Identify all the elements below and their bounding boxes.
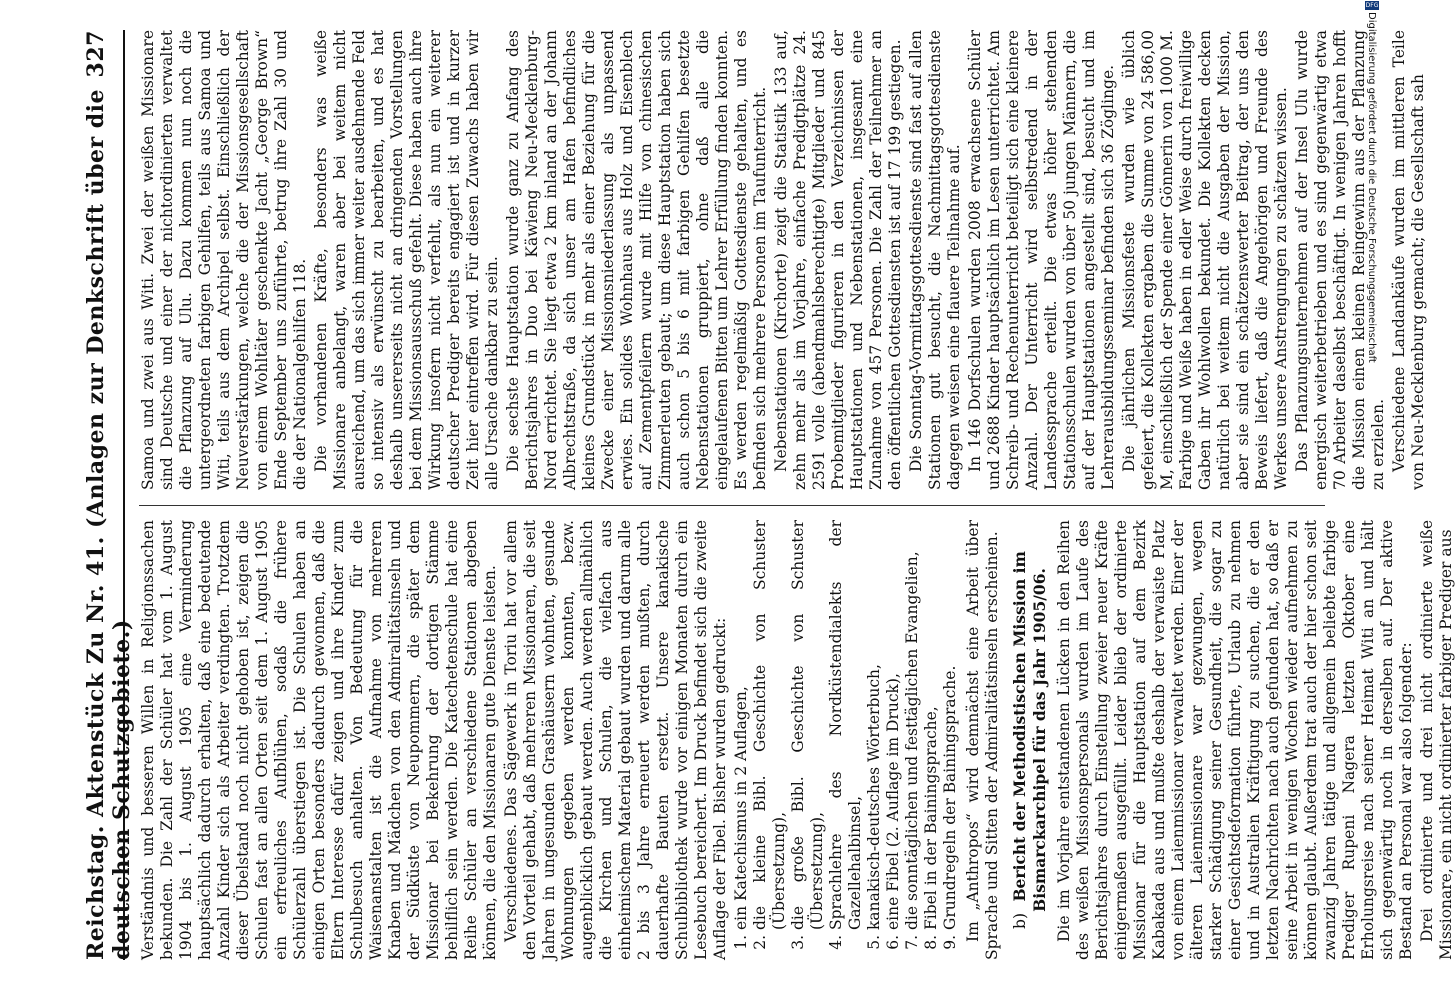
left-column — [139, 520, 1455, 960]
publication-list — [732, 520, 960, 960]
list-item: 4. Sprachlehre des Nordküstendialekts der Gazellehalbinsel, — [827, 520, 865, 930]
page-header — [83, 30, 135, 960]
list-item: 8. Fibel in der Bainingsprache, — [922, 520, 941, 930]
list-item: 7. die sonntäglichen und festtäglichen Evangelien, — [903, 520, 922, 930]
paragraph: Verschiedenes. Das Sägewerk in Toriu hat vor allem den Vorteil gehabt, daß mehreren Missionaren, die seit Jahren in ungesunden Grashäusern wohnten, gesunde Wohnungen gegeben werden konnten, bezw. augenblicklich gebaut werden. Auch werden allmählich die Kirchen und Schulen, die vielfach aus einheimischem Material gebaut wurden und darum alle 2 bis 3 Jahre erneuert werden mußten, durch dauerhafte Bauten ersetzt. Unsere kanakische Schulbibliothek wurde vor einigen Monaten durch ein Lesebuch bereichert. Im Druck befindet sich die zweite Auflage der Fibel. Bisher wurden gedruckt: — [502, 520, 729, 960]
paragraph: Nebenstationen (Kirchorte) zeigt die Statistik 133 auf, zehn mehr als im Vorjahre, einfache Predigtplätze 24. 2591 volle (abendmahlsberechtigte) Mitglieder und 845 Probemitglieder figurieren in den Verzeichnissen der Hauptstationen und Nebenstationen, insgesamt eine Zunahme von 457 Personen. Die Zahl der Teilnehmer an den öffentlichen Gottesdiensten ist auf 17 199 gestiegen. — [772, 30, 904, 490]
section-heading — [1010, 520, 1049, 960]
column-divider — [139, 505, 1325, 506]
paragraph: Verständnis und besseren Willen in Religionssachen bekunden. Die Zahl der Schüler hat vom 1. August 1904 bis 1. August 1905 eine Verminderung hauptsächlich dadurch erhalten, daß eine bedeutende Anzahl Kinder sich als Arbeiter verdingten. Trotzdem dieser Übelstand noch nicht gehoben ist, zeigen die Schulen fast an allen Orten seit dem 1. August 1905 ein erfreuliches Aufblühen, sodaß die frühere Schülerzahl überstiegen ist. Die Schulen haben an einigen Orten besonders dadurch gewonnen, daß die Eltern Interesse dafür zeigen und ihre Kinder zum Schulbesuch anhalten. Von Bedeutung für die Waisenanstalten ist die Aufnahme von mehreren Knaben und Mädchen von den Admiralitätsinseln und der Südküste von Neupommern, die später dem Missionar bei Bekehrung der dortigen Stämme behilflich sein werden. Die Katechetenschule hat eine Reihe Schüler an verschiedene Stationen abgeben können, die den Missionaren gute Dienste leisten. — [139, 520, 499, 960]
paragraph: Das Pflanzungsunternehmen auf der Insel Ulu wurde energisch weiterbetrieben und es sind gegenwärtig etwa 70 Arbeiter daselbst beschäftigt. In wenigen Jahren hofft die Mission einen kleinen Reingewinn aus der Pflanzung zu erzielen. — [1293, 30, 1387, 490]
paragraph: Die sechste Hauptstation wurde ganz zu Anfang des Berichtsjahres in Duo bei Käwieng Neu-Mecklenburg-Nord errichtet. Sie liegt etwa 2 km inland an der Johann Albrechtstraße, da sich unser am Hafen befindliches kleines Grundstück in mehr als einer Beziehung für die Zwecke einer Missionsniederlassung als unpassend erwies. Ein solides Wohnhaus aus Holz und Eisenblech auf Zementpfeilern wurde mit Hilfe von chinesischen Zimmerleuten gebaut; um diese Hauptstation haben sich auch schon 5 bis 6 mit farbigen Gehilfen besetzte Nebenstationen gruppiert, ohne daß alle die eingelaufenen Bitten um Lehrer Erfüllung finden konnten. Es werden regelmäßig Gottesdienste gehalten, und es befinden sich mehrere Personen im Taufunterricht. — [504, 30, 769, 490]
section-title: Bericht der Methodistischen Mission im Bismarckarchipel für das Jahr 1905/06. — [1010, 551, 1049, 912]
paragraph: In 146 Dorfschulen wurden 2008 erwachsene Schüler und 2688 Kinder hauptsächlich im Lesen unterrichtet. Am Schreib- und Rechenunterricht beteiligt sich eine kleinere Anzahl. Der Unterricht wird selbstredend in der Landessprache erteilt. Die etwas höher stehenden Stationsschulen wurden von über 50 jungen Männern, die auf der Hauptstationen angestellt sind, besucht und im Lehrerausbildungsseminar befinden sich 36 Zöglinge. — [966, 30, 1117, 490]
list-item: 6. eine Fibel (2. Auflage im Druck), — [884, 520, 903, 930]
paragraph: Die jährlichen Missionsfeste wurden wie üblich gefeiert, die Kollekten ergaben die Summe von 24 586,00 M, einschließlich der Spende einer Gönnerin von 1000 M. Farbige und Weiße haben in edler Weise durch freiwillige Gaben ihr Wohlwollen bekundet. Die Kollekten decken natürlich bei weitem nicht die Ausgaben der Mission, aber sie sind ein schätzenswerter Beitrag, der uns den Beweis liefert, daß die Angehörigen und Freunde des Werkes unsere Anstrengungen zu schätzen wissen. — [1120, 30, 1290, 490]
page-number: 327 — [83, 30, 109, 78]
list-item: 5. kanakisch-deutsches Wörterbuch, — [865, 520, 884, 930]
paragraph: Verschiedene Landankäufe wurden im mittleren Teile von Neu-Mecklenburg gemacht; die Gesellschaft sah — [1390, 30, 1427, 490]
section-label: b) — [1011, 912, 1029, 929]
paragraph: Die im Vorjahre entstandenen Lücken in den Reihen des weißen Missionspersonals wurden im Laufe des Berichtsjahres durch Einstellung zweier neuer Kräfte einigermaßen ausgefüllt. Leider blieb der ordinierte Missionar für die Hauptstation auf dem Bezirk Kabakada aus und mußte deshalb der verwaiste Platz von einem Laienmissionar verwaltet werden. Einer der älteren Laienmissionare war gezwungen, wegen starker Schädigung seiner Gesundheit, die sogar zu einer Gesichtsdeformation führte, Urlaub zu nehmen und in Australien Kräftigung zu suchen, die er den letzten Nachrichten nach auch gefunden hat, so daß er seine Arbeit in wenigen Wochen wieder aufnehmen zu können glaubt. Außerdem trat auch der hier schon seit zwanzig Jahren tätige und allgemein beliebte farbige Prediger Rupeni Nagera letzten Oktober eine Erholungsreise nach seiner Heimat Witi an und hält sich gegenwärtig noch in derselben auf. Der aktive Bestand an Personal war also folgender: — [1055, 520, 1415, 960]
paragraph: Die Sonntag-Vormittagsgottesdienste sind fast auf allen Stationen gut besucht, die Nachmittagsgottesdienste dagegen weisen eine flauere Teilnahme auf. — [907, 30, 963, 490]
digitization-note: Digitalisierung gefördert durch die Deutsche Forschungsgemeinschaft — [1366, 12, 1377, 363]
paragraph: Im „Anthropos“ wird demnächst eine Arbeit über Sprache und Sitten der Admiralitätsinseln erscheinen. — [964, 520, 1001, 960]
paragraph: Die vorhandenen Kräfte, besonders was weiße Missionare anbelangt, waren aber bei weitem nicht ausreichend, um das sich immer weiter ausdehnende Feld so intensiv als erwünscht zu bearbeiten, und es hat deshalb unsererseits nicht an dringenden Vorstellungen bei dem Missionsausschuß gefehlt. Diese haben auch ihre Wirkung insofern nicht verfehlt, als nun ein weiterer deutscher Prediger bereits engagiert ist und in kurzer Zeit hier eintreffen wird. Für diesen Zuwachs haben wir alle Ursache dankbar zu sein. — [312, 30, 501, 490]
header-title: Reichstag. Aktenstück Zu Nr. 41. (Anlagen zur Denkschrift über die deutschen Schutzgebiete.) — [83, 88, 135, 960]
list-item: 2. die kleine Bibl. Geschichte von Schuster (Übersetzung), — [751, 520, 789, 930]
list-item: 3. die große Bibl. Geschichte von Schuster (Übersetzung), — [789, 520, 827, 930]
list-item: 1. ein Katechismus in 2 Auflagen, — [732, 520, 751, 930]
dfg-logo: DFG — [1365, 2, 1379, 9]
paragraph: Samoa und zwei aus Witi. Zwei der weißen Missionare sind Deutsche und einer der nichtordinierten verwaltet die Pflanzung auf Ulu. Dazu kommen nun noch die untergeordneten farbigen Gehilfen, teils aus Samoa und Witi, teils aus dem Archipel selbst. Einschließlich der Neuverstärkungen, welche die der Missionsgesellschaft von einem Wohltäter geschenkte Jacht „George Brown“ Ende September uns zuführte, betrug ihre Zahl 30 und die der Nationalgehilfen 118. — [139, 30, 309, 490]
paragraph: Drei ordinierte und drei nicht ordinierte weiße Missionare, ein nicht ordinierter farbiger Prediger aus — [1418, 520, 1455, 960]
list-item: 9. Grundregeln der Bainingsprache. — [941, 520, 960, 930]
